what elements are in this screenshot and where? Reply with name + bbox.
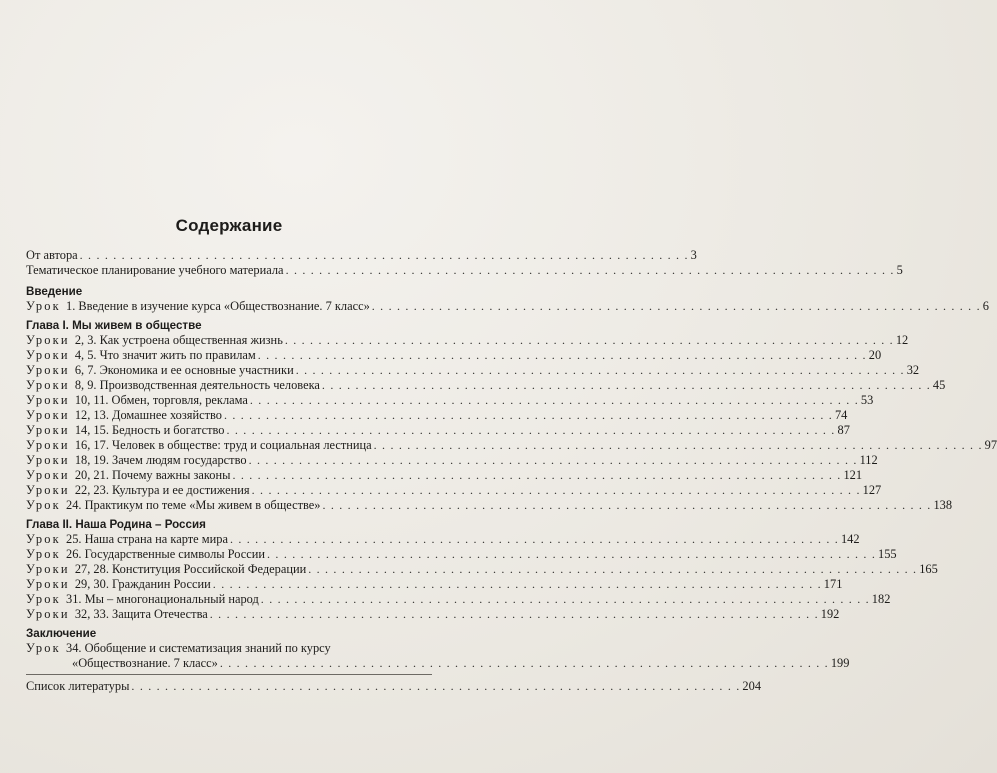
entry-text bbox=[26, 577, 211, 592]
entry-text bbox=[26, 438, 372, 453]
lesson-prefix: Уроки bbox=[26, 468, 70, 482]
toc-row bbox=[26, 453, 878, 468]
entry-text bbox=[26, 453, 247, 468]
page-number: 121 bbox=[843, 468, 863, 482]
toc-row bbox=[26, 408, 848, 423]
page-number: 20 bbox=[868, 348, 882, 362]
dot-leader bbox=[230, 532, 839, 547]
entry-text bbox=[26, 333, 283, 348]
page-number: 3 bbox=[690, 248, 697, 262]
entry-text bbox=[26, 408, 222, 423]
dot-leader bbox=[213, 577, 822, 592]
entry-title: 29, 30. Гражданин России bbox=[74, 577, 211, 591]
page-number: 6 bbox=[982, 299, 989, 313]
page-number: 204 bbox=[742, 679, 762, 693]
toc-row bbox=[26, 363, 920, 378]
entry-title: От автора bbox=[26, 248, 78, 262]
page-number: 74 bbox=[834, 408, 848, 422]
entry-title: 18, 19. Зачем людям государство bbox=[74, 453, 247, 467]
toc-row bbox=[26, 348, 882, 363]
dot-leader bbox=[227, 423, 836, 438]
toc-row bbox=[26, 438, 997, 453]
lesson-prefix: Уроки bbox=[26, 577, 70, 591]
entry-text bbox=[26, 498, 320, 513]
entry-text bbox=[26, 378, 320, 393]
entry-text bbox=[26, 607, 208, 622]
entry-text bbox=[26, 423, 225, 438]
entry-title: 2, 3. Как устроена общественная жизнь bbox=[74, 333, 283, 347]
page-number: 87 bbox=[837, 423, 850, 437]
entry-text bbox=[26, 299, 370, 314]
toc-row bbox=[26, 423, 850, 438]
entry-text bbox=[26, 547, 265, 562]
dot-leader bbox=[252, 483, 861, 498]
dot-leader bbox=[261, 592, 870, 607]
lesson-prefix: Уроки bbox=[26, 393, 70, 407]
dot-leader bbox=[372, 299, 981, 314]
entry-text bbox=[26, 679, 129, 694]
dot-leader bbox=[80, 248, 689, 263]
toc-row bbox=[26, 607, 840, 622]
toc-row bbox=[26, 532, 860, 547]
dot-leader bbox=[296, 363, 905, 378]
entry-title: 16, 17. Человек в обществе: труд и социальная лестница bbox=[74, 438, 372, 452]
page-number: 142 bbox=[840, 532, 860, 546]
lesson-prefix: Урок bbox=[26, 532, 61, 546]
toc-row bbox=[26, 562, 938, 577]
dot-leader bbox=[131, 679, 740, 694]
entry-title: 12, 13. Домашнее хозяйство bbox=[74, 408, 222, 422]
entry-title: 6, 7. Экономика и ее основные участники bbox=[74, 363, 294, 377]
entry-text bbox=[26, 348, 256, 363]
entry-title: 10, 11. Обмен, торговля, реклама bbox=[74, 393, 248, 407]
dot-leader bbox=[322, 378, 931, 393]
entry-text bbox=[26, 562, 306, 577]
dot-leader bbox=[285, 333, 894, 348]
dot-leader bbox=[322, 498, 931, 513]
toc-row bbox=[26, 468, 863, 483]
entry-title: 32, 33. Защита Отечества bbox=[74, 607, 208, 621]
dot-leader bbox=[308, 562, 917, 577]
toc-row bbox=[26, 592, 891, 607]
page-number: 53 bbox=[860, 393, 874, 407]
lesson-prefix: Уроки bbox=[26, 378, 70, 392]
lesson-prefix: Урок bbox=[26, 641, 61, 655]
entry-text bbox=[26, 592, 259, 607]
entry-title: 20, 21. Почему важны законы bbox=[74, 468, 231, 482]
toc-row bbox=[26, 498, 953, 513]
entry-text bbox=[26, 393, 248, 408]
table-of-contents bbox=[26, 216, 997, 694]
section-heading: Глава II. Наша Родина – Россия bbox=[26, 518, 206, 531]
toc-row bbox=[26, 656, 850, 671]
entry-title: 14, 15. Бедность и богатство bbox=[74, 423, 225, 437]
page-number: 138 bbox=[933, 498, 953, 512]
toc-list bbox=[26, 248, 997, 694]
lesson-prefix: Урок bbox=[26, 299, 61, 313]
toc-row bbox=[26, 248, 697, 263]
lesson-prefix: Уроки bbox=[26, 408, 70, 422]
entry-text bbox=[26, 363, 294, 378]
entry-text bbox=[26, 532, 228, 547]
entry-text bbox=[26, 483, 250, 498]
dot-leader bbox=[286, 263, 895, 278]
entry-title: 24. Практикум по теме «Мы живем в обществе» bbox=[66, 498, 321, 512]
entry-text bbox=[26, 263, 284, 278]
section-heading: Заключение bbox=[26, 627, 97, 640]
entry-text bbox=[26, 641, 432, 656]
lesson-prefix: Уроки bbox=[26, 453, 70, 467]
section-heading: Введение bbox=[26, 285, 83, 298]
lesson-prefix: Уроки bbox=[26, 348, 70, 362]
dot-leader bbox=[249, 453, 858, 468]
dot-leader bbox=[267, 547, 876, 562]
page-number: 171 bbox=[823, 577, 843, 591]
page-number: 32 bbox=[906, 363, 920, 377]
page-number: 112 bbox=[859, 453, 878, 467]
dot-leader bbox=[224, 408, 833, 423]
page-number: 12 bbox=[895, 333, 909, 347]
entry-title: 26. Государственные символы России bbox=[66, 547, 266, 561]
entry-title: Тематическое планирование учебного материала bbox=[26, 263, 284, 277]
entry-title: 27, 28. Конституция Российской Федерации bbox=[74, 562, 307, 576]
entry-title: Список литературы bbox=[26, 679, 130, 693]
dot-leader bbox=[232, 468, 841, 483]
dot-leader bbox=[258, 348, 867, 363]
dot-leader bbox=[210, 607, 819, 622]
entry-title: 1. Введение в изучение курса «Обществознание. 7 класс» bbox=[66, 299, 370, 313]
lesson-prefix: Уроки bbox=[26, 333, 70, 347]
toc-row bbox=[26, 299, 989, 314]
lesson-prefix: Урок bbox=[26, 498, 61, 512]
lesson-prefix: Уроки bbox=[26, 363, 70, 377]
toc-row bbox=[26, 263, 903, 278]
page-number: 192 bbox=[820, 607, 840, 621]
page-number: 5 bbox=[896, 263, 903, 277]
page-title: Содержание bbox=[175, 216, 283, 235]
entry-title: 8, 9. Производственная деятельность человека bbox=[74, 378, 320, 392]
lesson-prefix: Урок bbox=[26, 592, 61, 606]
dot-leader bbox=[220, 656, 829, 671]
toc-row bbox=[26, 577, 843, 592]
entry-title: 22, 23. Культура и ее достижения bbox=[74, 483, 250, 497]
page-number: 199 bbox=[830, 656, 850, 670]
dot-leader bbox=[250, 393, 859, 408]
toc-row bbox=[26, 547, 897, 562]
toc-row bbox=[26, 378, 946, 393]
section-heading: Глава I. Мы живем в обществе bbox=[26, 319, 202, 332]
toc-row bbox=[26, 483, 882, 498]
page-number: 165 bbox=[919, 562, 938, 576]
page-number: 45 bbox=[932, 378, 946, 392]
lesson-prefix: Уроки bbox=[26, 607, 70, 621]
page-number: 155 bbox=[878, 547, 897, 561]
lesson-prefix: Уроки bbox=[26, 562, 70, 576]
dot-leader bbox=[374, 438, 983, 453]
entry-title: 31. Мы – многонациональный народ bbox=[66, 592, 259, 606]
entry-text bbox=[26, 468, 230, 483]
entry-text bbox=[26, 248, 78, 263]
lesson-prefix: Уроки bbox=[26, 423, 70, 437]
entry-title: 25. Наша страна на карте мира bbox=[66, 532, 228, 546]
page-number: 127 bbox=[862, 483, 882, 497]
toc-row bbox=[26, 393, 874, 408]
divider bbox=[26, 674, 432, 675]
entry-title: 4, 5. Что значит жить по правилам bbox=[74, 348, 256, 362]
page-number: 97 bbox=[984, 438, 997, 452]
toc-row bbox=[26, 679, 762, 694]
lesson-prefix: Урок bbox=[26, 547, 61, 561]
toc-entry-multiline bbox=[26, 641, 850, 671]
lesson-prefix: Уроки bbox=[26, 483, 70, 497]
page-number: 182 bbox=[871, 592, 891, 606]
toc-row bbox=[26, 333, 909, 348]
entry-title: 34. Обобщение и систематизация знаний по курсу bbox=[66, 641, 331, 655]
entry-title-continued: «Обществознание. 7 класс» bbox=[72, 656, 218, 670]
lesson-prefix: Уроки bbox=[26, 438, 70, 452]
